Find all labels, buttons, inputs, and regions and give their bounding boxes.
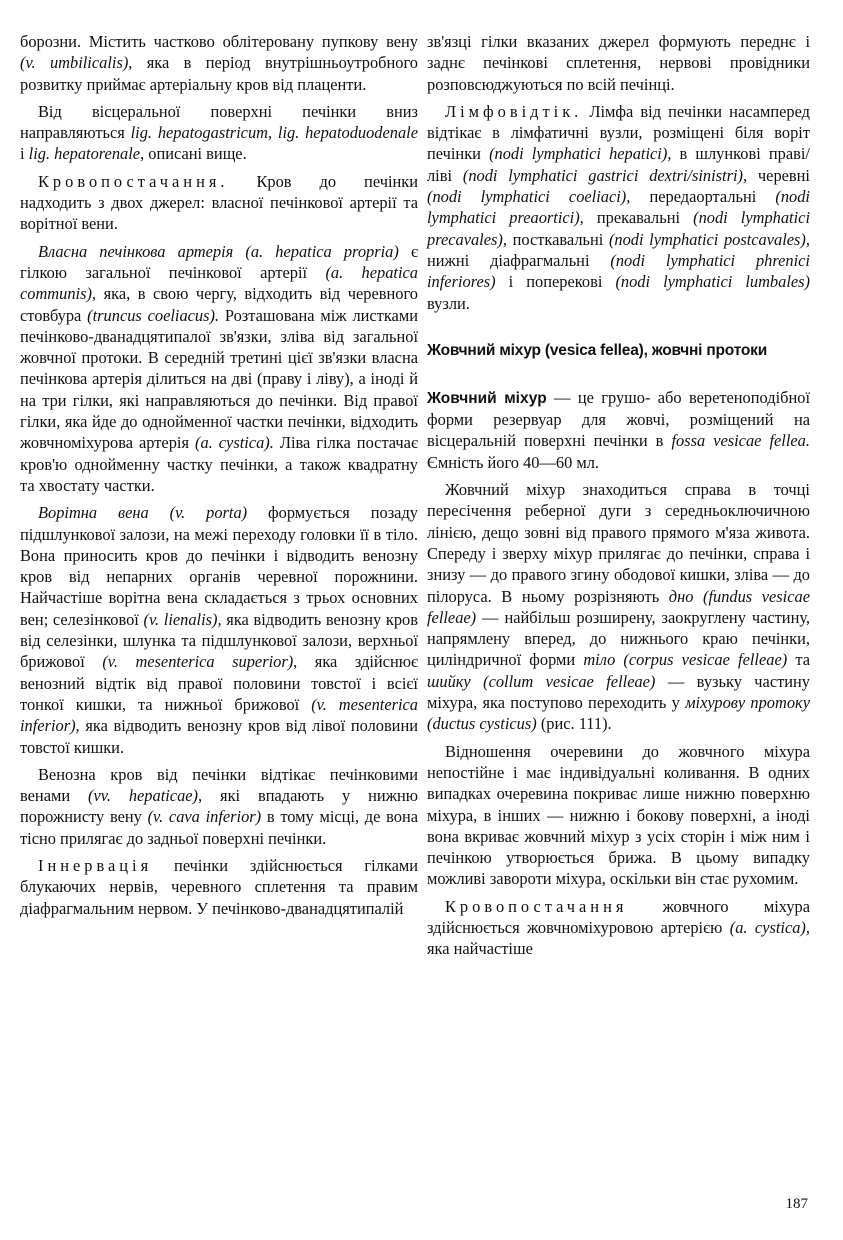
- text: — вузьку частину міхура, яка поступово переходить у: [427, 671, 810, 713]
- text: нижні діафрагмальні: [427, 250, 590, 270]
- section-lead: Лімфовідтік.: [445, 101, 583, 121]
- latin-term: (v. mesenterica superior),: [102, 652, 298, 672]
- latin-term: (nodi lymphatici gastrici dextri/sinistri),: [462, 165, 748, 185]
- latin-term: Власна печінкова артерія (a. hepatica propria): [38, 241, 399, 261]
- text: Венозна кров від печінки відтікає печінковими венами: [20, 764, 418, 806]
- latin-term: lig. hepatogastricum, lig. hepatoduodenale: [130, 123, 418, 143]
- text: описані вище.: [148, 144, 247, 164]
- paragraph: [20, 101, 418, 165]
- section-heading: Жовчний міхур (vesica fellea), жовчні протоки: [427, 341, 768, 359]
- text: Від вісцеральної поверхні печінки вниз направляються: [20, 101, 418, 143]
- left-column: [20, 31, 418, 925]
- section-lead: Іннервація: [38, 855, 153, 875]
- text: печінки здійснюється гілками блукаючих нервів, черевного сплетення та правим діафрагмальним нервом. У печінково-дванадцятипалій: [20, 855, 418, 918]
- paragraph: [427, 31, 810, 95]
- text: і поперекові: [508, 272, 603, 292]
- text: яка здійснює венозний відтік від правої половини товстої і всієї тонкої кишки, та нижньої брижової: [20, 652, 418, 714]
- paragraph: [20, 502, 418, 758]
- text: Розташована між листками печінково-дванадцятипалої зв'язки, зліва від загальної жовчної протоки. В середній третині цієї зв'язки власна печінкова артерія ділиться на дві (праву і ліву), а іноді й на три гілки, які направляються до печінки. Від правої гілки, яка йде до однойменної частки печінки, відходить жовчноміхурова артерія: [20, 305, 418, 453]
- paragraph: [427, 101, 810, 314]
- latin-term: дно (fundus vesicae felleae): [427, 586, 810, 627]
- text: яка, в свою чергу, відходить від черевного стовбура: [20, 284, 418, 325]
- latin-term: (nodi lymphatici lumbales): [615, 272, 810, 292]
- paragraph: [20, 241, 418, 497]
- latin-term: (v. lienalis),: [143, 609, 222, 629]
- latin-term: fossa vesicae fellea.: [671, 431, 810, 451]
- text: Жовчний міхур знаходиться справа в точці пересічення реберної дуги з середньоключичною лінією, дещо зовні від правого прямого м'яза живота. Спереду і зверху міхур прилягає до печінки, справа і знизу — до правого згину ободової кишки, зліва — до пілоруса. В ньому розрізняють: [427, 480, 810, 606]
- text: яка найчастіше: [427, 939, 533, 959]
- text: яка відводить венозну кров від лівої половини товстої кишки.: [20, 716, 418, 757]
- text: (рис. 111).: [540, 714, 612, 734]
- text: в тому місці, де вона тісно прилягає до задньої поверхні печінки.: [20, 807, 418, 848]
- section-lead: Кровопостачання: [445, 896, 628, 916]
- text: яка в період внутрішньоутробного розвитку приймає артеріальну кров від плаценти.: [20, 53, 418, 94]
- latin-term: (a. hepatica communis),: [20, 262, 418, 304]
- text: та: [795, 650, 810, 670]
- latin-term: Ворітна вена (v. porta): [38, 503, 248, 523]
- text: яка відводить венозну кров від селезінки, шлунка та підшлункової залози, верхньої брижової: [20, 609, 418, 672]
- latin-term: (truncus coeliacus).: [87, 305, 220, 325]
- latin-term: lig. hepatorenale,: [28, 144, 145, 164]
- text: посткавальні: [512, 229, 604, 249]
- text: Відношення очеревини до жовчного міхура непостійне і має індивідуальні коливання. В одних випадках очеревина покриває лише нижню поверхню міхура, в інших — нижню і бокову поверхні, а іноді вона вкриває жовчний міхур з усіх сторін і між ним і печінкою утворюється брижа. В цьому випадку можливі завороти міхура, оскільки він стає рухомим.: [427, 741, 810, 889]
- right-column: [427, 31, 810, 966]
- text: Ємність його 40—60 мл.: [427, 452, 600, 472]
- latin-term: (nodi lymphatici postcavales),: [608, 229, 810, 249]
- text: — це грушо- або веретеноподібної форми резервуар для жовчі, розміщений на вісцеральній поверхні печінки в: [427, 387, 810, 451]
- text: вузли.: [427, 293, 470, 313]
- paragraph: [20, 764, 418, 849]
- latin-term: (v. cava inferior): [147, 807, 262, 827]
- latin-term: (nodi lymphatici hepatici),: [489, 144, 672, 164]
- text: передаортальні: [649, 187, 757, 207]
- latin-term: (nodi lymphatici coeliaci),: [427, 187, 631, 207]
- paragraph: [427, 896, 810, 960]
- text: і: [20, 144, 25, 164]
- section-lead: Кровопостачання.: [38, 171, 229, 191]
- paragraph: [427, 387, 810, 473]
- latin-term: (vv. hepaticae),: [88, 786, 203, 806]
- latin-term: (nodi lymphatici preaortici),: [427, 187, 810, 228]
- text: формується позаду підшлункової залози, на межі переходу головки її в тіло. Вона приносить кров до печінки і відводить венозну кров від непарних органів черевної порожнини. Найчастіше ворітна вена складається з трьох основних вен; селезінкової: [20, 503, 418, 629]
- paragraph: [20, 31, 418, 95]
- text: — найбільш розширену, заокруглену частину, напрямлену вперед, до нижнього краю печінки, циліндричної форми: [427, 607, 810, 670]
- latin-term: (a. cystica),: [729, 917, 810, 937]
- text: жовчного міхура здійснюється жовчноміхуровою артерією: [427, 896, 810, 937]
- text: є гілкою загальної печінкової артерії: [20, 241, 418, 282]
- text: в шлункові праві/ліві: [427, 144, 810, 185]
- text: Кров до печінки надходить з двох джерел: власної печінкової артерії та ворітної вени.: [20, 171, 418, 234]
- paragraph: [427, 479, 810, 735]
- paragraph: [20, 855, 418, 919]
- latin-term: (nodi lymphatici phrenici inferiores): [427, 250, 810, 292]
- text: прекавальні: [596, 208, 681, 228]
- text: борозни. Містить частково облітеровану пупкову вену: [20, 32, 418, 51]
- latin-term: (a. cystica).: [195, 433, 274, 453]
- text: які впадають у нижню порожнисту вену: [20, 786, 418, 827]
- latin-term: тіло (corpus vesicae felleae): [583, 650, 788, 670]
- text: Лімфа від печінки насамперед відтікає в лімфатичні вузли, розміщені біля воріт печінки: [427, 101, 810, 164]
- bold-term: Жовчний міхур: [427, 389, 547, 407]
- text: черевні: [757, 165, 810, 185]
- paragraph: [20, 171, 418, 235]
- latin-term: шийку (collum vesicae felleae): [427, 671, 656, 691]
- paragraph: [427, 741, 810, 890]
- latin-term: міхурову протоку (ductus cysticus): [427, 693, 810, 734]
- text: зв'язці гілки вказаних джерел формують переднє і заднє печінкові сплетення, нервові провідники розповсюджуються по всій печінці.: [427, 32, 810, 94]
- latin-term: (v. umbilicalis),: [20, 53, 133, 73]
- text: Ліва гілка постачає кров'ю однойменну частку печінки, а також квадратну та хвостату частки.: [20, 433, 418, 495]
- latin-term: (v. mesenterica inferior),: [20, 694, 418, 736]
- page-number: 187: [785, 1196, 808, 1212]
- latin-term: (nodi lymphatici precavales),: [427, 208, 810, 249]
